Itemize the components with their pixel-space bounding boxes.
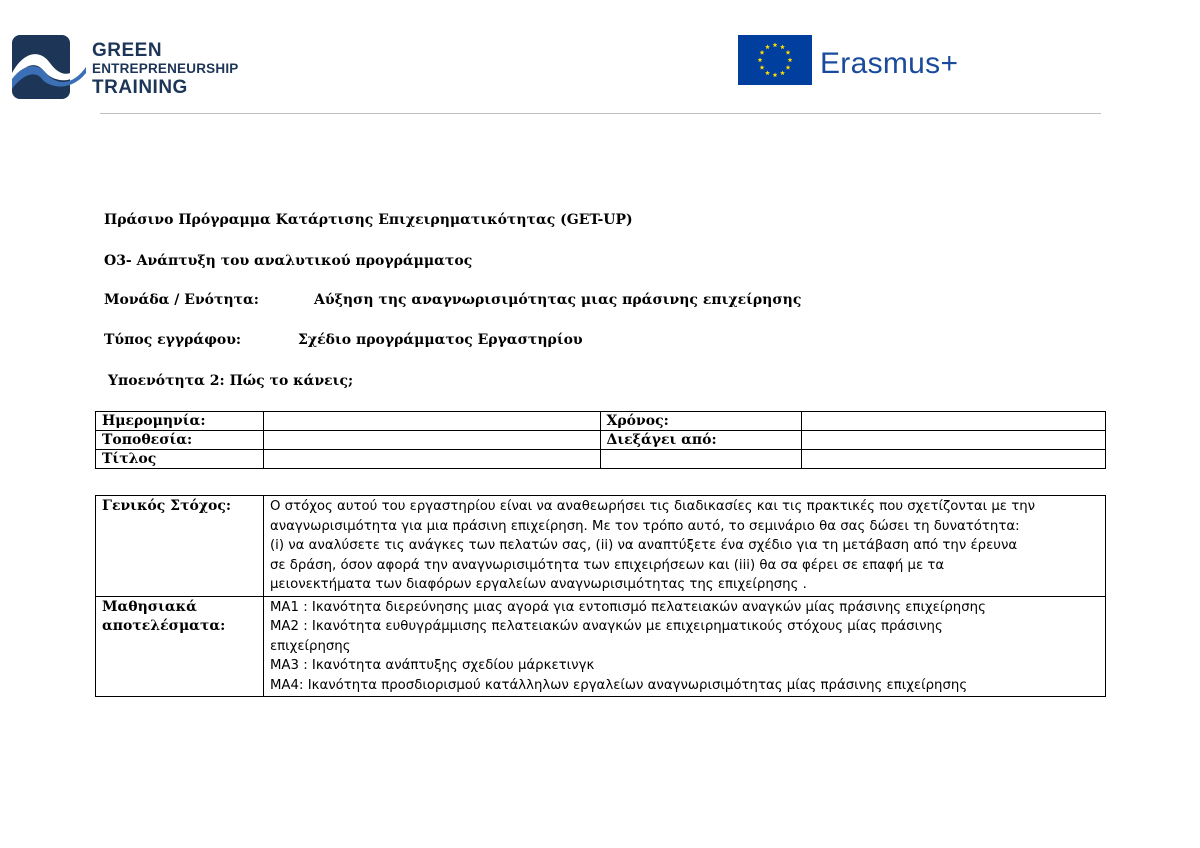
outcome-line: ΜΑ2 : Ικανότητα ευθυγράμμισης πελατειακών αναγκών με επιχειρηματικούς στόχους μίας πράσινης <box>269 619 943 634</box>
eu-star <box>760 65 765 70</box>
learning-outcomes-label <box>96 596 264 697</box>
subunit-title: Υποενότητα 2: Πώς το κάνεις; <box>108 373 354 389</box>
time-label: Χρόνος: <box>600 412 802 431</box>
table-row <box>96 496 1106 597</box>
eu-star <box>786 65 791 70</box>
learning-outcomes-text <box>263 596 1105 697</box>
eu-star <box>760 50 765 55</box>
goal-line: (i) να αναλύσετε τις ανάγκες των πελατών σας, (ii) να αναπτύξετε ένα σχέδιο για τη μετάβαση από την έρευνα <box>269 538 1018 553</box>
eu-star <box>758 57 763 62</box>
title-field[interactable] <box>263 450 600 469</box>
wave-emblem-icon <box>10 33 88 103</box>
output-title: O3- Ανάπτυξη του αναλυτικού προγράμματος <box>104 253 473 269</box>
empty-cell <box>802 450 1106 469</box>
conducted-by-field[interactable] <box>802 431 1106 450</box>
program-title: Πράσινο Πρόγραμμα Κατάρτισης Επιχειρηματικότητας (GET-UP) <box>104 212 633 228</box>
green-entrepreneurship-logo <box>10 33 250 105</box>
header-divider <box>100 113 1101 114</box>
date-field[interactable] <box>263 412 600 431</box>
learning-outcomes-label-line: Μαθησιακά <box>102 598 197 615</box>
doc-type-value: Σχέδιο προγράμματος Εργαστηρίου <box>298 332 583 348</box>
date-label: Ημερομηνία: <box>96 412 264 431</box>
logo-line-green: GREEN <box>92 40 163 61</box>
table-row <box>96 450 1106 469</box>
eu-stars-icon <box>738 35 812 85</box>
logo-line-entrepreneurship: ENTREPRENEURSHIP <box>92 61 239 76</box>
eu-star <box>780 44 785 49</box>
module-value: Αύξηση της αναγνωρισιμότητας μιας πράσινης επιχείρησης <box>314 292 802 308</box>
eu-star <box>765 44 770 49</box>
goal-line: Ο στόχος αυτού του εργαστηρίου είναι να αναθεωρήσει τις διαδικασίες και τις πρακτικές που σχετίζονται με την <box>269 499 1036 514</box>
time-field[interactable] <box>802 412 1106 431</box>
outcome-line: επιχείρησης <box>269 638 351 654</box>
location-field[interactable] <box>263 431 600 450</box>
goal-line: μειονεκτήματα των διαφόρων εργαλείων αναγνωρισιμότητας της επιχείρησης . <box>269 577 807 592</box>
general-goal-label: Γενικός Στόχος: <box>96 496 264 597</box>
conducted-by-label: Διεξάγει από: <box>600 431 802 450</box>
eu-star <box>773 72 778 77</box>
outcome-line: ΜΑ4: Ικανότητα προσδιορισμού κατάλληλων εργαλείων αναγνωρισιμότητας μίας πράσινης επιχείρησης <box>269 677 968 693</box>
location-label: Τοποθεσία: <box>96 431 264 450</box>
eu-star <box>765 70 770 75</box>
erasmus-plus-wordmark: Erasmus+ <box>820 47 959 80</box>
eu-flag-icon <box>738 35 812 85</box>
outcome-line: ΜΑ3 : Ικανότητα ανάπτυξης σχεδίου μάρκετινγκ <box>269 658 595 673</box>
outcome-line: ΜΑ1 : Ικανότητα διερεύνησης μιας αγορά για εντοπισμό πελατειακών αναγκών μίας πράσινης επιχείρησης <box>269 599 986 615</box>
eu-star <box>773 42 778 47</box>
module-label: Μονάδα / Ενότητα: <box>104 292 259 308</box>
learning-outcomes-label-line: αποτελέσματα: <box>102 618 226 634</box>
table-row <box>96 412 1106 431</box>
workshop-detail-table <box>95 495 1106 697</box>
table-row <box>96 431 1106 450</box>
eu-star <box>780 70 785 75</box>
table-row <box>96 596 1106 697</box>
logo-line-training: TRAINING <box>92 76 188 98</box>
title-label: Τίτλος <box>96 450 264 469</box>
goal-line: αναγνωρισιμότητα για μια πράσινη επιχείρηση. Με τον τρόπο αυτό, το σεμινάριο θα σας δώσει τη δυνατότητα: <box>269 518 1020 534</box>
empty-cell <box>600 450 802 469</box>
eu-star <box>788 57 793 62</box>
goal-line: σε δράση, όσον αφορά την αναγνωρισιμότητα των επιχειρήσεων και (iii) θα σα φέρει σε επαφή με τα <box>269 557 945 573</box>
general-goal-text <box>263 496 1105 597</box>
erasmus-plus-logo <box>738 35 998 87</box>
eu-star <box>786 50 791 55</box>
session-info-table <box>95 411 1106 469</box>
doc-type-label: Τύπος εγγράφου: <box>104 332 242 348</box>
